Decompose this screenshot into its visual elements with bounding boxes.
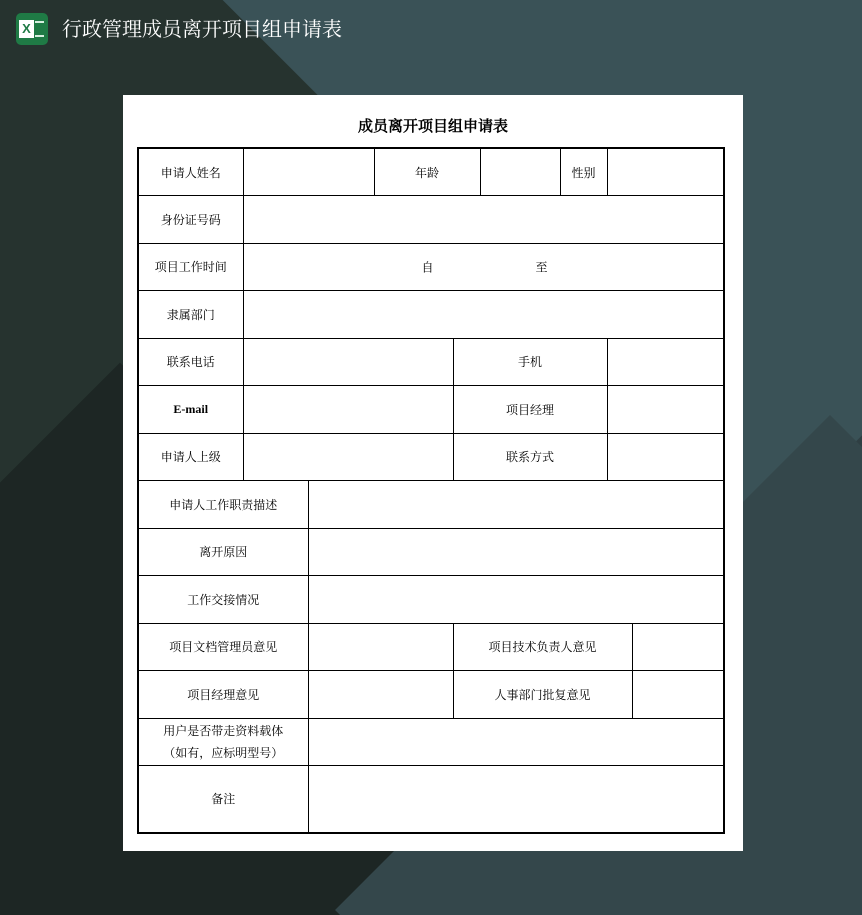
hr-opinion-field[interactable] bbox=[632, 671, 724, 719]
duty-desc-field[interactable] bbox=[308, 481, 724, 529]
hr-opinion-label: 人事部门批复意见 bbox=[453, 671, 632, 719]
department-label: 隶属部门 bbox=[138, 291, 243, 339]
leave-reason-field[interactable] bbox=[308, 528, 724, 576]
tech-lead-opinion-field[interactable] bbox=[632, 623, 724, 671]
to-label: 至 bbox=[535, 260, 548, 275]
media-label bbox=[138, 718, 308, 766]
table-row bbox=[138, 243, 724, 291]
table-row bbox=[138, 671, 724, 719]
application-form-table bbox=[137, 147, 725, 834]
doc-admin-opinion-label: 项目文档管理员意见 bbox=[138, 623, 308, 671]
remarks-field[interactable] bbox=[308, 766, 724, 833]
project-manager-label: 项目经理 bbox=[453, 386, 607, 434]
superior-field[interactable] bbox=[243, 433, 453, 481]
id-number-field[interactable] bbox=[243, 196, 724, 244]
table-row bbox=[138, 291, 724, 339]
title-bar bbox=[0, 0, 862, 58]
tech-lead-opinion-label: 项目技术负责人意见 bbox=[453, 623, 632, 671]
phone-field[interactable] bbox=[243, 338, 453, 386]
table-row bbox=[138, 338, 724, 386]
leave-reason-label: 离开原因 bbox=[138, 528, 308, 576]
pm-opinion-field[interactable] bbox=[308, 671, 453, 719]
table-row bbox=[138, 576, 724, 624]
table-row bbox=[138, 481, 724, 529]
gender-field[interactable] bbox=[607, 148, 724, 196]
pm-opinion-label: 项目经理意见 bbox=[138, 671, 308, 719]
project-manager-field[interactable] bbox=[607, 386, 724, 434]
remarks-label: 备注 bbox=[138, 766, 308, 833]
media-field[interactable] bbox=[308, 718, 724, 766]
age-field[interactable] bbox=[480, 148, 560, 196]
id-number-label: 身份证号码 bbox=[138, 196, 243, 244]
media-label-line1: 用户是否带走资料载体 bbox=[163, 723, 284, 738]
mobile-label: 手机 bbox=[453, 338, 607, 386]
phone-label: 联系电话 bbox=[138, 338, 243, 386]
work-time-field[interactable] bbox=[243, 243, 724, 291]
table-row bbox=[138, 196, 724, 244]
table-row bbox=[138, 433, 724, 481]
handover-label: 工作交接情况 bbox=[138, 576, 308, 624]
mobile-field[interactable] bbox=[607, 338, 724, 386]
table-row bbox=[138, 623, 724, 671]
media-label-line2: （如有，应标明型号） bbox=[163, 745, 284, 760]
page-title: 行政管理成员离开项目组申请表 bbox=[62, 17, 342, 41]
duty-desc-label: 申请人工作职责描述 bbox=[138, 481, 308, 529]
handover-field[interactable] bbox=[308, 576, 724, 624]
email-label: E-mail bbox=[138, 386, 243, 434]
gender-label: 性别 bbox=[560, 148, 607, 196]
table-row bbox=[138, 718, 724, 766]
email-field[interactable] bbox=[243, 386, 453, 434]
excel-icon: X bbox=[16, 13, 48, 45]
from-label: 自 bbox=[421, 260, 434, 275]
form-title: 成员离开项目组申请表 bbox=[357, 117, 508, 135]
table-row bbox=[138, 148, 724, 196]
table-row bbox=[138, 528, 724, 576]
superior-label: 申请人上级 bbox=[138, 433, 243, 481]
age-label: 年龄 bbox=[374, 148, 480, 196]
applicant-name-label: 申请人姓名 bbox=[138, 148, 243, 196]
table-row bbox=[138, 386, 724, 434]
applicant-name-field[interactable] bbox=[243, 148, 374, 196]
table-row bbox=[138, 766, 724, 833]
department-field[interactable] bbox=[243, 291, 724, 339]
doc-admin-opinion-field[interactable] bbox=[308, 623, 453, 671]
contact-label: 联系方式 bbox=[453, 433, 607, 481]
form-sheet bbox=[123, 95, 743, 851]
contact-field[interactable] bbox=[607, 433, 724, 481]
work-time-label: 项目工作时间 bbox=[138, 243, 243, 291]
